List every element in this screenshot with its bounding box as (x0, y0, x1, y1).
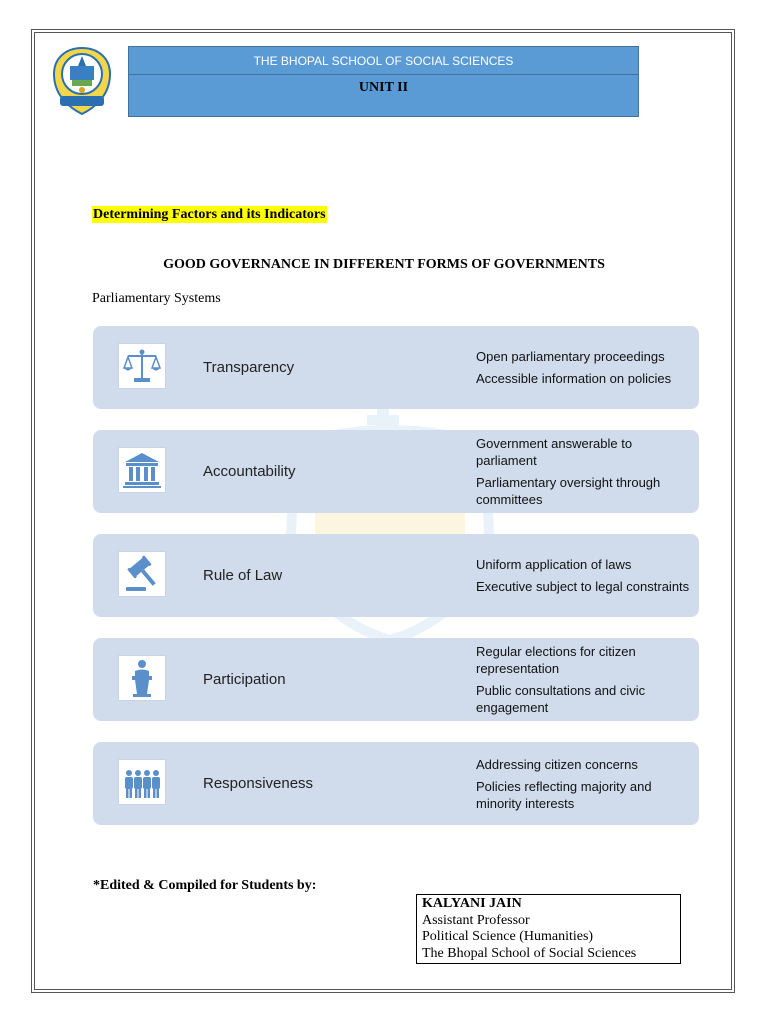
indicator-list (476, 430, 691, 513)
indicator-item: Open parliamentary proceedings (476, 349, 665, 364)
factor-card-participation (93, 638, 699, 721)
factor-name: Participation (203, 671, 286, 688)
indicator-item: Regular elections for citizen representation (476, 644, 636, 676)
school-name: THE BHOPAL SCHOOL OF SOCIAL SCIENCES (129, 47, 638, 75)
people-group-icon (118, 759, 166, 805)
scales-icon (118, 343, 166, 389)
school-logo (50, 44, 114, 118)
indicator-item: Parliamentary oversight through committees (476, 475, 661, 507)
factor-card-responsiveness (93, 742, 699, 825)
author-title: Assistant Professor (422, 912, 530, 928)
author-box (416, 894, 681, 964)
main-title: GOOD GOVERNANCE IN DIFFERENT FORMS OF GOVERNMENTS (163, 257, 605, 272)
author-institution: The Bhopal School of Social Sciences (422, 945, 637, 961)
courthouse-icon (118, 447, 166, 493)
factor-name: Transparency (203, 359, 295, 376)
podium-speaker-icon (118, 655, 166, 701)
author-name: KALYANI JAIN (422, 896, 522, 911)
indicator-item: Uniform application of laws (476, 557, 632, 572)
subsection-label: Parliamentary Systems (92, 291, 221, 306)
compiled-by-label: *Edited & Compiled for Students by: (93, 878, 317, 893)
indicator-item: Accessible information on policies (476, 371, 672, 386)
indicator-list (476, 326, 691, 409)
section-heading: Determining Factors and its Indicators (93, 207, 326, 222)
indicator-item: Addressing citizen concerns (476, 756, 638, 772)
indicator-item: Policies reflecting majority and minority interests (476, 778, 652, 811)
indicator-list (476, 742, 691, 825)
factor-name: Responsiveness (203, 775, 314, 792)
indicator-item: Executive subject to legal constraints (476, 579, 690, 594)
factor-card-accountability (93, 430, 699, 513)
indicator-list (476, 534, 691, 617)
factor-card-rule-of-law (93, 534, 699, 617)
indicator-item: Public consultations and civic engagement (476, 683, 646, 715)
unit-title: UNIT II (358, 80, 409, 95)
header-banner (128, 46, 639, 117)
gavel-icon (118, 551, 166, 597)
factor-name: Rule of Law (203, 567, 283, 584)
indicator-item: Government answerable to parliament (476, 436, 633, 468)
factor-card-transparency (93, 326, 699, 409)
author-department: Political Science (Humanities) (422, 929, 594, 944)
factor-name: Accountability (203, 463, 296, 480)
indicator-list (476, 638, 691, 721)
